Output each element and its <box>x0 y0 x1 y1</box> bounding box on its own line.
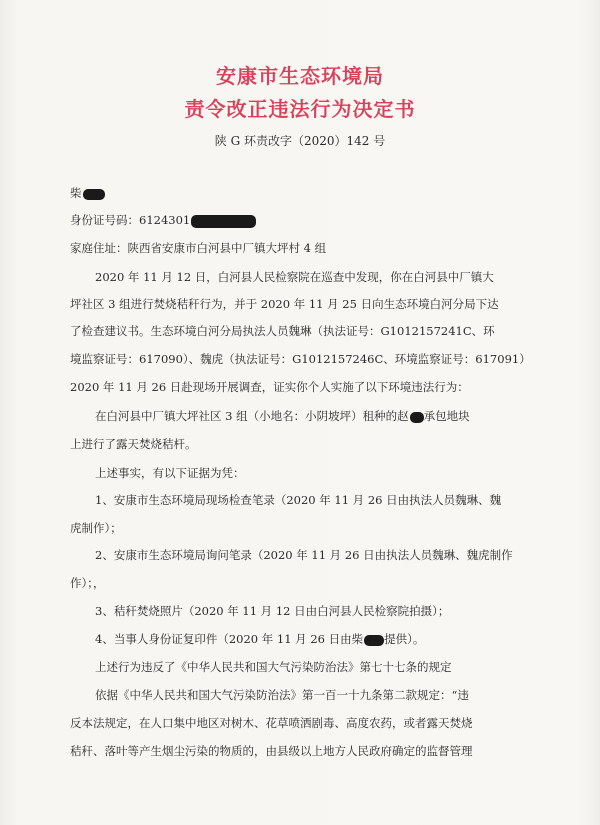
evidence-item <box>95 631 424 647</box>
evidence-text: 提供）。 <box>384 632 425 646</box>
address-label: 家庭住址： <box>70 241 128 255</box>
violation-line <box>95 408 470 424</box>
legal-basis-line: 依据《中华人民共和国大气污染防治法》第一百一十九条第二款规定：“违 <box>95 688 469 702</box>
evidence-text: 4、当事人身份证复印件（2020 年 11 月 26 日由柴 <box>95 632 364 646</box>
redaction-mark <box>410 412 424 423</box>
address-line <box>70 240 326 256</box>
recipient-name-line <box>70 185 105 201</box>
body-line: 2020 年 11 月 26 日赴现场开展调查，证实你个人实施了以下环境违法行为： <box>70 380 469 394</box>
id-prefix: 6124301 <box>139 213 191 227</box>
id-number-line <box>70 212 256 228</box>
evidence-item: 3、秸秆焚烧照片（2020 年 11 月 12 日由白河县人民检察院拍摄）； <box>95 604 450 618</box>
legal-basis-line: 秸秆、落叶等产生烟尘污染的物质的，由县级以上地方人民政府确定的监督管理 <box>70 744 473 758</box>
legal-basis-line: 反本法规定，在人口集中地区对树木、花草喷洒剧毒、高度农药，或者露天焚烧 <box>70 716 473 730</box>
body-line: 上进行了露天焚烧秸杆。 <box>70 437 197 451</box>
redaction-mark <box>364 635 384 646</box>
address-value: 陕西省安康市白河县中厂镇大坪村 4 组 <box>127 241 327 255</box>
redaction-mark <box>191 215 256 228</box>
agency-title: 安康市生态环境局 <box>216 64 384 88</box>
document-title: 责令改正违法行为决定书 <box>184 97 416 121</box>
violation-statement: 上述行为违反了《中华人民共和国大气污染防治法》第七十七条的规定 <box>95 660 452 674</box>
evidence-item: 作）；， <box>70 576 105 590</box>
body-line: 境监察证号：617090）、魏虎（执法证号：G1012157246C、环境监察证号：617091） <box>70 352 531 366</box>
document-number: 陕 G 环责改字（2020）142 号 <box>214 134 386 148</box>
id-label: 身份证号码： <box>70 213 139 227</box>
body-line: 坪社区 3 组进行焚烧秸秆行为，并于 2020 年 11 月 25 日向生态环境白河分局下达 <box>70 297 499 311</box>
evidence-item: 2、安康市生态环境局询问笔录（2020 年 11 月 26 日由执法人员魏琳、魏虎制作 <box>95 548 513 562</box>
redaction-mark <box>83 189 105 200</box>
recipient-name: 柴 <box>70 186 82 200</box>
body-line: 了检查建议书。生态环境白河分局执法人员魏琳（执法证号：G1012157241C、环 <box>70 324 495 338</box>
evidence-intro: 上述事实，有以下证据为凭： <box>95 466 245 480</box>
violation-text: 在白河县中厂镇大坪社区 3 组（小地名：小阴坡坪）租种的赵 <box>95 409 409 423</box>
violation-text: 承包地块 <box>423 409 470 423</box>
evidence-item: 1、安康市生态环境局现场检查笔录（2020 年 11 月 26 日由执法人员魏琳、魏 <box>95 493 502 507</box>
body-line: 2020 年 11 月 12 日，白河县人民检察院在巡查中发现，你在白河县中厂镇大 <box>95 270 494 284</box>
evidence-item: 虎制作）； <box>70 521 122 535</box>
